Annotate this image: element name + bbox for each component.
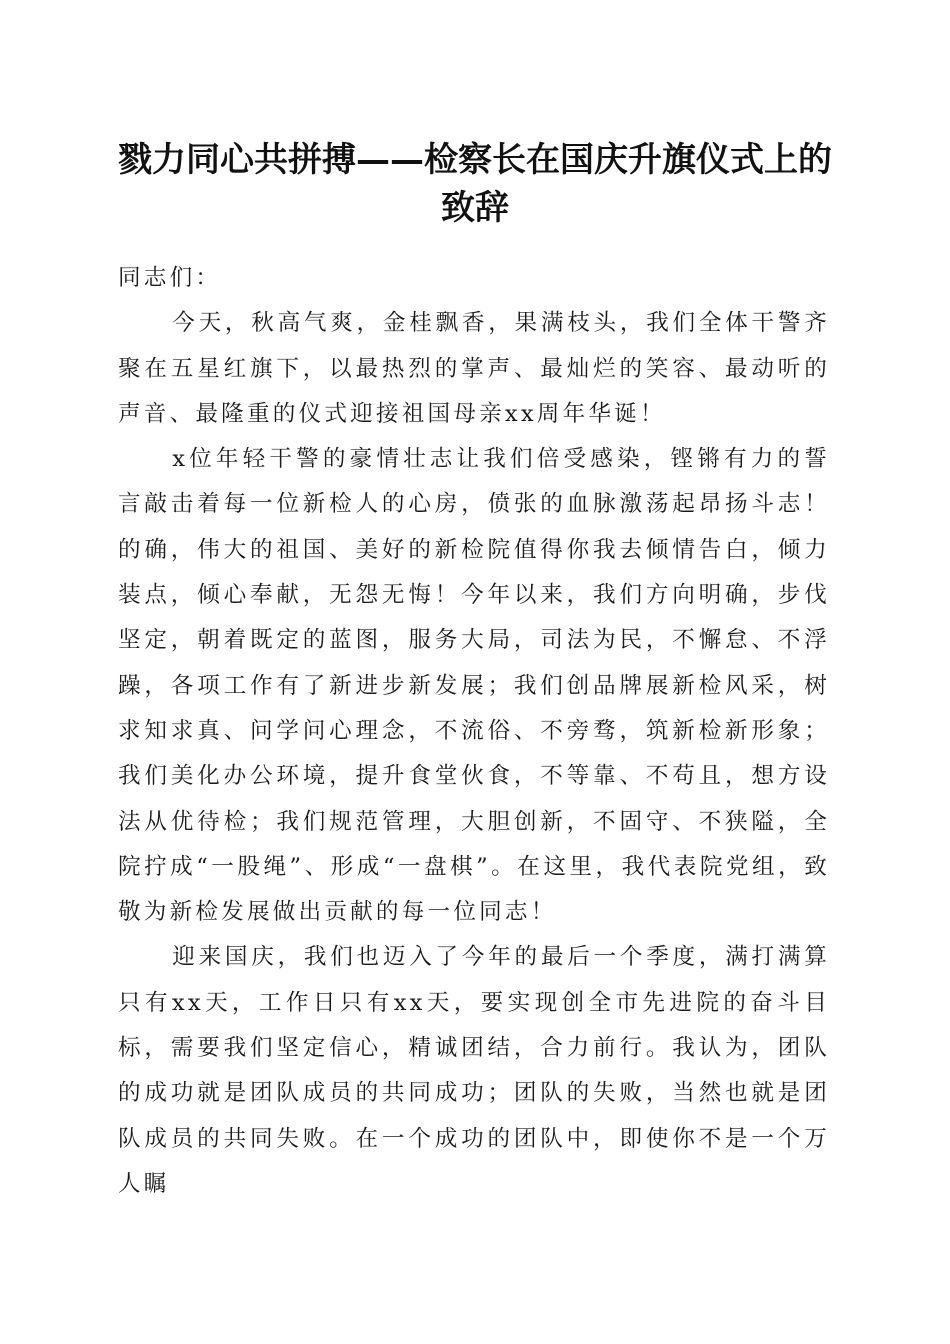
salutation: 同志们： [118,265,222,291]
paragraph-1: 今天，秋高气爽，金桂飘香，果满枝头，我们全体干警齐聚在五星红旗下，以最热烈的掌声、最灿烂的笑容、最动听的声音、最隆重的仪式迎接祖国母亲xx周年华诞！ [118,310,830,427]
document-title: 戮力同心共拼搏——检察长在国庆升旗仪式上的致辞 [118,140,832,228]
document-body [118,256,830,1207]
paragraph-2: x位年轻干警的豪情壮志让我们倍受感染，铿锵有力的誓言敲击着每一位新检人的心房，偾张的血脉激荡起昂扬斗志！的确，伟大的祖国、美好的新检院值得你我去倾情告白，倾力装点，倾心奉献，无怨无悔！今年以来，我们方向明确，步伐坚定，朝着既定的蓝图，服务大局，司法为民，不懈怠、不浮躁，各项工作有了新进步新发展；我们创品牌展新检风采，树求知求真、问学问心理念，不流俗、不旁骛，筑新检新形象；我们美化办公环境，提升食堂伙食，不等靠、不苟且，想方设法从优待检；我们规范管理，大胆创新，不固守、不狭隘，全院拧成“一股绳”、形成“一盘棋”。在这里，我代表院党组，致敬为新检发展做出贡献的每一位同志！ [118,446,830,926]
paragraph-3: 迎来国庆，我们也迈入了今年的最后一个季度，满打满算只有xx天，工作日只有xx天，要实现创全市先进院的奋斗目标，需要我们坚定信心，精诚团结，合力前行。我认为，团队的成功就是团队成员的共同成功；团队的失败，当然也就是团队成员的共同失败。在一个成功的团队中，即使你不是一个万人瞩 [118,944,830,1197]
